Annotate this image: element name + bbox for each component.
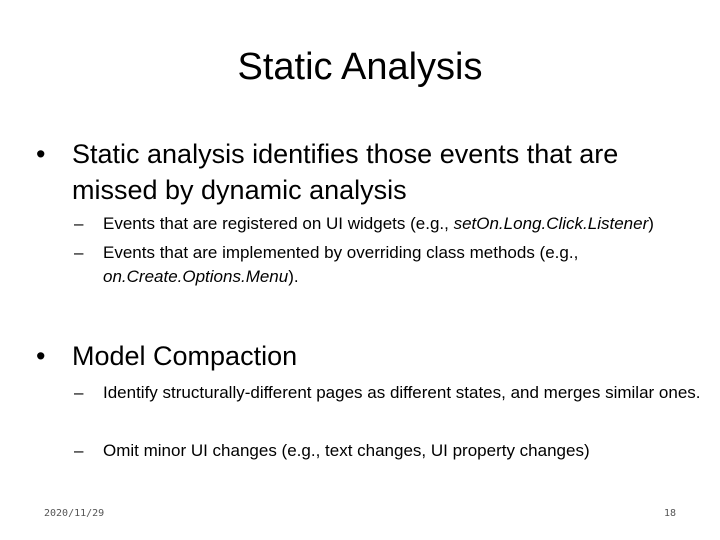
sub-bullet-marker: – bbox=[74, 383, 84, 402]
sub-bullet-identify-states bbox=[74, 381, 704, 405]
sub-bullet-text bbox=[103, 241, 704, 289]
sub-bullet-suffix: ) bbox=[648, 214, 654, 233]
sub-bullet-marker: – bbox=[74, 214, 84, 233]
bullet-model-compaction bbox=[36, 338, 696, 374]
bullet-static-analysis bbox=[36, 136, 696, 208]
sub-bullet-omit-changes bbox=[74, 439, 704, 463]
method-name: on.Create.Options.Menu bbox=[103, 267, 289, 286]
bullet-text: Static analysis identifies those events that are missed by dynamic analysis bbox=[72, 139, 619, 205]
sub-bullet-overridden-events bbox=[74, 241, 704, 289]
sub-bullet-prefix: Events that are implemented by overriding class methods (e.g., bbox=[103, 243, 579, 262]
slide-title: Static Analysis bbox=[237, 46, 483, 88]
sub-bullet-suffix: ). bbox=[288, 267, 299, 286]
bullet-marker: • bbox=[36, 139, 46, 169]
method-name: setOn.Long.Click.Listener bbox=[453, 214, 649, 233]
sub-bullet-text bbox=[103, 212, 704, 236]
sub-bullet-text: Omit minor UI changes (e.g., text changes, UI property changes) bbox=[103, 441, 590, 460]
sub-bullet-text: Identify structurally-different pages as different states, and merges similar ones. bbox=[103, 383, 701, 402]
page-number: 18 bbox=[663, 508, 676, 519]
sub-bullet-marker: – bbox=[74, 243, 84, 262]
sub-bullet-prefix: Events that are registered on UI widgets (e.g., bbox=[103, 214, 454, 233]
bullet-text: Model Compaction bbox=[72, 341, 298, 371]
footer-date: 2020/11/29 bbox=[44, 508, 105, 519]
sub-bullet-registered-events bbox=[74, 212, 704, 236]
sub-bullet-marker: – bbox=[74, 441, 84, 460]
bullet-marker: • bbox=[36, 341, 46, 371]
